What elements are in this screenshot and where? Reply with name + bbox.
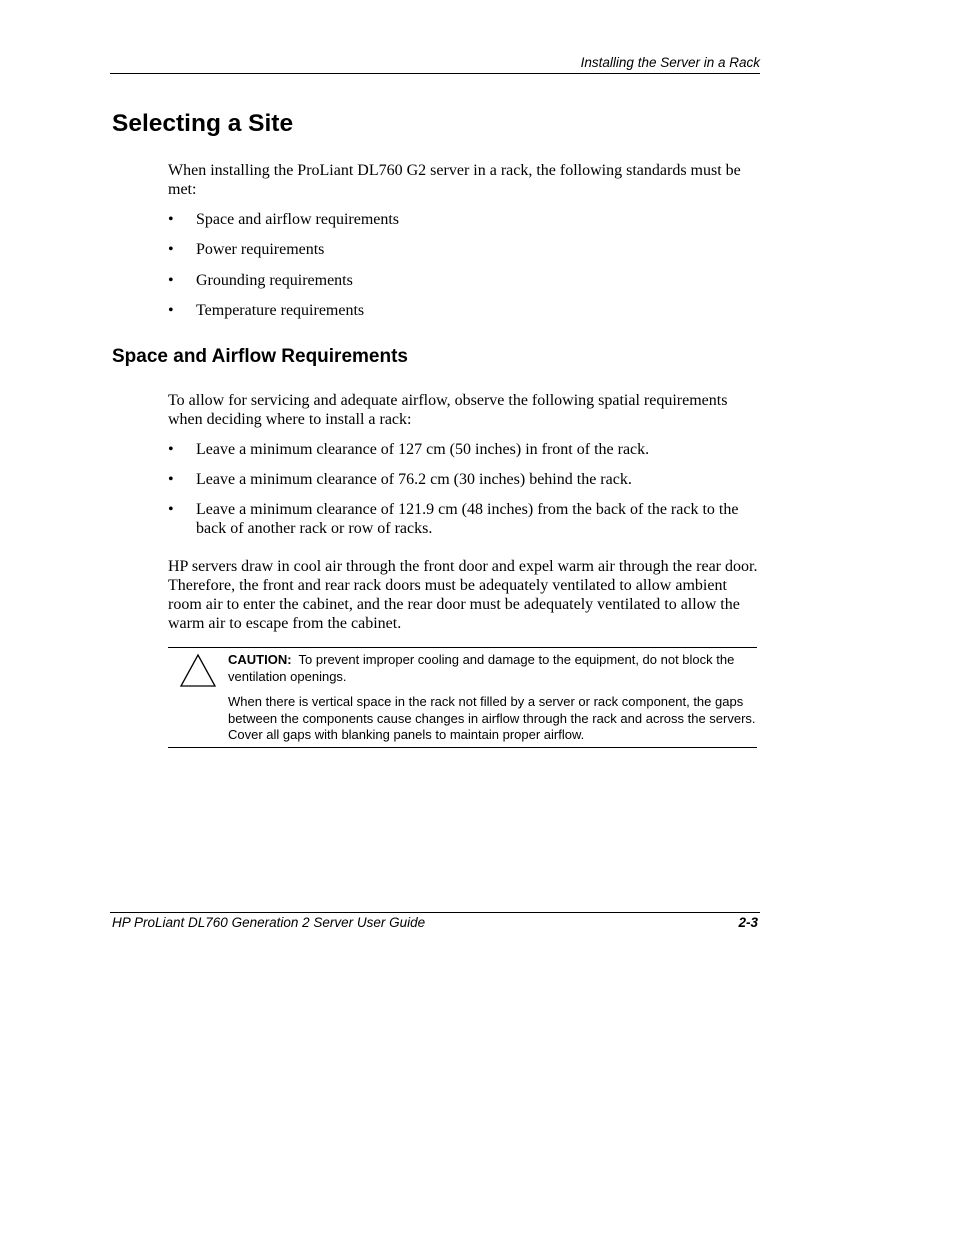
caution-top-rule [168,647,757,648]
caution-label: CAUTION: [228,652,292,667]
list-item: • Leave a minimum clearance of 76.2 cm (30 inches) behind the rack. [168,471,632,488]
section-paragraph: To allow for servicing and adequate airflow, observe the following spatial requirements when deciding where to install a rack: [168,392,728,428]
list-item-text: Leave a minimum clearance of 76.2 cm (30 inches) behind the rack. [196,471,632,488]
caution-text [228,652,758,685]
caution-box [168,647,757,748]
list-item: • Leave a minimum clearance of 127 cm (50 inches) in front of the rack. [168,441,650,458]
page-title: Selecting a Site [112,110,294,137]
list-item-text: Leave a minimum clearance of 127 cm (50 inches) in front of the rack. [196,441,650,458]
list-item: • Leave a minimum clearance of 121.9 cm (48 inches) from the back of the rack to the back of another rack or row of racks. [168,501,739,537]
caution-note: When there is vertical space in the rack not filled by a server or rack component, the gaps between the components cause changes in airflow through the rack and across the servers. Cover all gaps with blanking panels to maintain proper airflow. [228,694,756,742]
list-item: • Space and airflow requirements [168,211,400,228]
caution-message: To prevent improper cooling and damage to the equipment, do not block the ventilation openings. [228,652,735,684]
running-header: Installing the Server in a Rack [580,55,760,70]
list-item: • Power requirements [168,241,325,258]
list-item: • Grounding requirements [168,272,353,289]
footer-rule [110,912,760,913]
intro-list [168,210,758,320]
list-item-text: Grounding requirements [196,272,353,289]
warning-triangle-icon [179,652,219,693]
page-number: 2-3 [738,915,758,930]
list-item: • Temperature requirements [168,302,365,319]
airflow-paragraph: HP servers draw in cool air through the front door and expel warm air through the rear door. Therefore, the front and rear rack doors must be adequately ventilated to allow ambient room air to enter the cabinet, and the rear door must be adequately ventilated to allow the warm air to escape from the cabinet. [168,558,758,632]
list-item-text: Leave a minimum clearance of 121.9 cm (48 inches) from the back of the rack to the back of another rack or row of racks. [196,501,739,537]
section-heading: Space and Airflow Requirements [112,346,408,367]
list-item-text: Power requirements [196,241,325,258]
caution-bottom-rule [168,747,757,748]
list-item-text: Space and airflow requirements [196,211,400,228]
header-rule [110,73,760,74]
list-item-text: Temperature requirements [196,302,365,319]
footer-title: HP ProLiant DL760 Generation 2 Server User Guide [112,915,426,930]
intro-paragraph: When installing the ProLiant DL760 G2 server in a rack, the following standards must be met: [168,162,741,198]
clearance-list [168,440,758,538]
